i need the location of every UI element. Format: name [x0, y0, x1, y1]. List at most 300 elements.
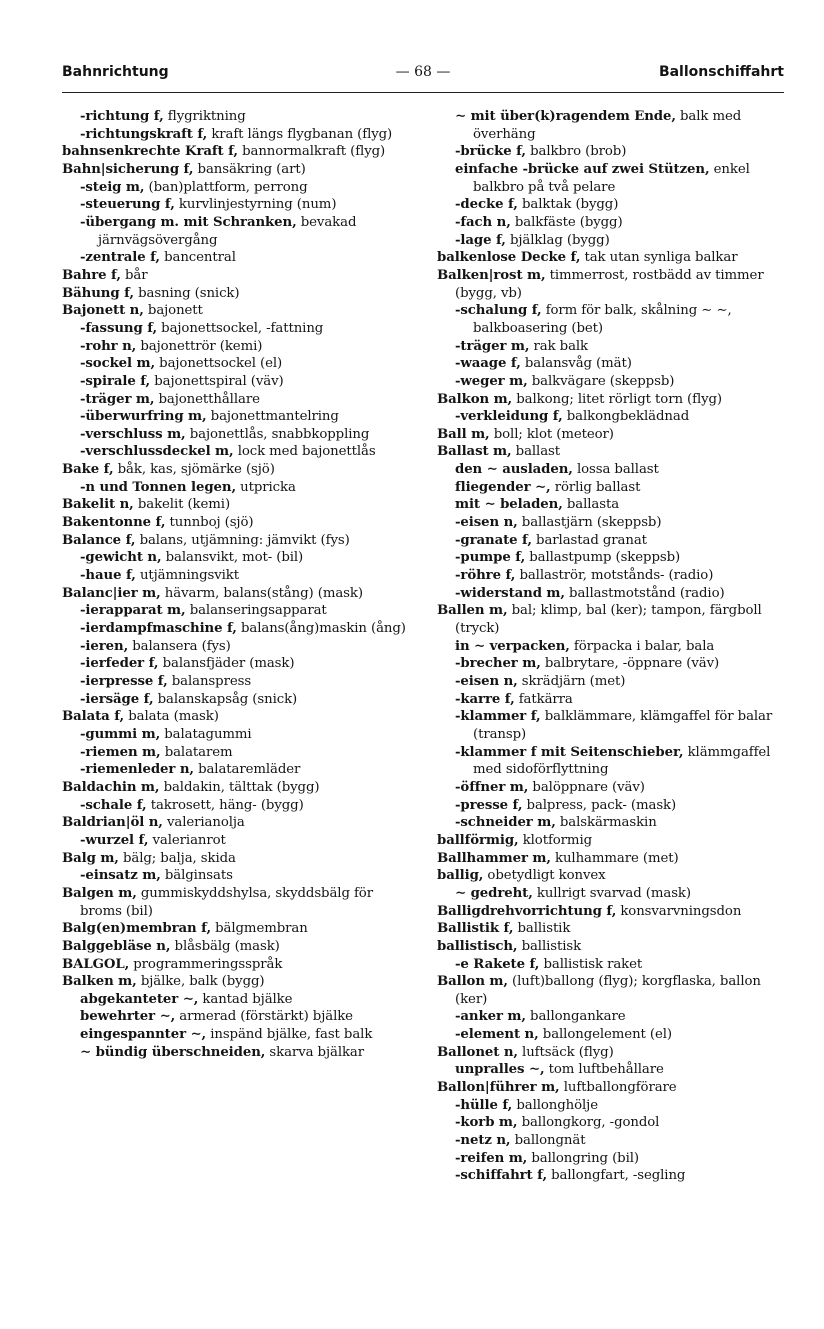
entry-headword: -verschluss m, — [80, 426, 186, 442]
entry-definition: bajonett — [143, 303, 203, 319]
dictionary-entry — [437, 903, 785, 921]
dictionary-entry — [437, 1150, 785, 1168]
dictionary-entry — [62, 108, 410, 126]
entry-definition: ballastpump (skeppsb) — [525, 550, 681, 566]
dictionary-entry — [437, 514, 785, 532]
entry-headword: bahnsenkrechte Kraft f, — [62, 144, 238, 160]
entry-headword: ∼ gedreht, — [455, 885, 533, 901]
entry-definition: (ban)plattform, perrong — [144, 179, 308, 195]
dictionary-entry — [62, 443, 410, 461]
entry-definition: balkvägare (skeppsb) — [527, 373, 675, 389]
dictionary-entry — [437, 161, 785, 196]
dictionary-entry — [437, 602, 785, 637]
entry-headword: -rohr n, — [80, 338, 137, 354]
entry-definition: balskärmaskin — [555, 815, 657, 831]
entry-definition: balatagummi — [160, 726, 252, 742]
entry-headword: -pumpe f, — [455, 550, 526, 566]
entry-definition: basning (snick) — [133, 285, 240, 301]
entry-headword: -brecher m, — [455, 656, 541, 672]
entry-headword: -zentrale f, — [80, 250, 160, 266]
entry-definition: balata (mask) — [124, 709, 219, 725]
dictionary-entry — [437, 461, 785, 479]
entry-definition: enkel balkbro på två pelare — [473, 161, 750, 195]
entry-definition: tak utan synliga balkar — [580, 250, 738, 266]
entry-definition: kantad bjälke — [198, 991, 293, 1007]
entry-definition: bajonettmantelring — [206, 409, 339, 425]
dictionary-entry — [437, 108, 785, 143]
entry-definition: programmeringsspråk — [129, 956, 283, 972]
dictionary-entry — [62, 585, 410, 603]
entry-headword: -karre f, — [455, 691, 515, 707]
entry-definition: luftballongförare — [559, 1080, 677, 1096]
entry-definition: ballast — [511, 444, 560, 460]
dictionary-entry — [62, 514, 410, 532]
dictionary-entry — [62, 761, 410, 779]
dictionary-entry — [437, 867, 785, 885]
entry-definition: bal; klimp, bal (ker); tampon, färgboll (tryck) — [455, 603, 762, 637]
entry-headword: -schiffahrt f, — [455, 1168, 547, 1184]
dictionary-entry — [62, 143, 410, 161]
entry-definition: balataremläder — [193, 762, 301, 778]
dictionary-entry — [62, 1008, 410, 1026]
entry-definition: baldakin, tälttak (bygg) — [159, 779, 320, 795]
dictionary-entry — [62, 726, 410, 744]
entry-definition: balkong; litet rörligt torn (flyg) — [512, 391, 723, 407]
dictionary-entry — [62, 496, 410, 514]
entry-definition: klämmgaffel med sidoförflyttning — [473, 744, 771, 778]
entry-definition: flygriktning — [163, 109, 246, 124]
entry-definition: bjälklag (bygg) — [505, 232, 610, 248]
entry-definition: lossa ballast — [572, 462, 659, 478]
entry-headword: -schneider m, — [455, 815, 556, 831]
dictionary-entry — [437, 1061, 785, 1079]
entry-headword: Ball m, — [437, 426, 490, 442]
dictionary-entry — [62, 1026, 410, 1044]
entry-definition: takrosett, häng- (bygg) — [146, 797, 304, 813]
dictionary-entry — [437, 814, 785, 832]
entry-definition: bajonettrör (kemi) — [136, 338, 263, 354]
entry-definition: balansfjäder (mask) — [158, 656, 295, 672]
entry-definition: kraft längs flygbanan (flyg) — [207, 126, 393, 142]
entry-headword: mit ∼ beladen, — [455, 497, 563, 513]
entry-headword: -element n, — [455, 1027, 539, 1043]
dictionary-entry — [62, 1044, 410, 1062]
dictionary-entry — [62, 126, 410, 144]
entry-headword: Bakelit n, — [62, 497, 134, 513]
dictionary-entry — [62, 479, 410, 497]
dictionary-entry — [62, 249, 410, 267]
entry-headword: -röhre f, — [455, 568, 516, 584]
entry-definition: fatkärra — [514, 691, 573, 707]
entry-headword: Balg(en)membran f, — [62, 921, 211, 937]
entry-headword: Balg m, — [62, 850, 119, 866]
entry-headword: Balken m, — [62, 974, 137, 990]
entry-headword: Bajonett n, — [62, 303, 144, 319]
dictionary-entry — [62, 991, 410, 1009]
entry-headword: Bahn|sicherung f, — [62, 161, 194, 177]
entry-definition: valerianolja — [162, 815, 245, 831]
dictionary-entry — [437, 708, 785, 743]
dictionary-entry — [437, 1008, 785, 1026]
entry-headword: -ieren, — [80, 638, 129, 654]
entry-definition: tunnboj (sjö) — [165, 515, 254, 531]
entry-headword: Ballast m, — [437, 444, 512, 460]
dictionary-entry — [437, 691, 785, 709]
dictionary-entry — [62, 320, 410, 338]
entry-definition: rak balk — [529, 338, 589, 354]
dictionary-entry — [62, 867, 410, 885]
entry-definition: ballistisk raket — [539, 956, 643, 972]
dictionary-entry — [437, 549, 785, 567]
entry-headword: -granate f, — [455, 532, 532, 548]
page-header — [62, 64, 784, 90]
entry-headword: -korb m, — [455, 1115, 518, 1131]
entry-headword: -sockel m, — [80, 356, 156, 372]
entry-headword: -haue f, — [80, 568, 136, 584]
dictionary-entry — [62, 391, 410, 409]
dictionary-entry — [62, 885, 410, 920]
entry-headword: -gummi m, — [80, 726, 161, 742]
entry-definition: obetydligt konvex — [483, 868, 606, 884]
entry-headword: -ierapparat m, — [80, 603, 186, 619]
entry-headword: -decke f, — [455, 197, 518, 213]
entry-headword: -richtung f, — [80, 109, 164, 124]
entry-headword: BALGOL, — [62, 956, 130, 972]
entry-headword: -anker m, — [455, 1009, 526, 1025]
entry-definition: inspänd bjälke, fast balk — [206, 1027, 373, 1043]
dictionary-entry — [62, 638, 410, 656]
dictionary-entry — [62, 196, 410, 214]
dictionary-entry — [437, 267, 785, 302]
dictionary-entry — [437, 744, 785, 779]
dictionary-entry — [62, 214, 410, 249]
dictionary-entry — [62, 814, 410, 832]
entry-definition: skarva bjälkar — [265, 1044, 365, 1060]
entry-definition: bälginsats — [160, 868, 233, 884]
entry-headword: -hülle f, — [455, 1097, 513, 1113]
dictionary-entry — [437, 655, 785, 673]
entry-definition: konsvarvningsdon — [616, 903, 742, 919]
dictionary-entry — [437, 797, 785, 815]
entry-headword: Ballhammer m, — [437, 850, 551, 866]
header-rule — [62, 92, 784, 93]
dictionary-entry — [62, 426, 410, 444]
dictionary-entry — [62, 373, 410, 391]
entry-definition: balbrytare, -öppnare (väv) — [540, 656, 720, 672]
entry-definition: kurvlinjestyrning (num) — [174, 197, 337, 213]
dictionary-entry — [62, 338, 410, 356]
entry-headword: fliegender ∼, — [455, 479, 551, 495]
entry-headword: -ierfeder f, — [80, 656, 159, 672]
entry-definition: luftsäck (flyg) — [517, 1044, 614, 1060]
entry-headword: eingespannter ∼, — [80, 1027, 207, 1043]
dictionary-entry — [437, 920, 785, 938]
entry-headword: -öffner m, — [455, 779, 529, 795]
entry-definition: boll; klot (meteor) — [489, 426, 614, 442]
entry-headword: Baldachin m, — [62, 779, 160, 795]
entry-definition: balanseringsapparat — [185, 603, 327, 619]
entry-headword: Ballon m, — [437, 974, 508, 990]
entry-definition: balkfäste (bygg) — [510, 214, 623, 230]
entry-definition: balkongbeklädnad — [562, 409, 690, 425]
entry-definition: ballaströr, motstånds- (radio) — [515, 568, 714, 584]
entry-definition: förpacka i balar, bala — [569, 638, 715, 654]
entry-definition: bannormalkraft (flyg) — [237, 144, 386, 160]
entry-definition: barlastad granat — [531, 532, 647, 548]
dictionary-entry — [437, 479, 785, 497]
entry-definition: utpricka — [235, 479, 296, 495]
entry-definition: ballongring (bil) — [527, 1150, 639, 1166]
dictionary-entry — [437, 1079, 785, 1097]
dictionary-entry — [437, 373, 785, 391]
entry-headword: Balance f, — [62, 532, 136, 548]
entry-headword: -klammer f, — [455, 709, 541, 725]
dictionary-entry — [62, 973, 410, 991]
entry-definition: bajonettsockel (el) — [155, 356, 283, 372]
dictionary-entry — [62, 532, 410, 550]
dictionary-entry — [437, 1167, 785, 1185]
page-number: — 68 — — [395, 64, 451, 80]
dictionary-entry — [437, 567, 785, 585]
dictionary-entry — [62, 302, 410, 320]
dictionary-entry — [62, 832, 410, 850]
dictionary-entry — [437, 938, 785, 956]
entry-headword: -presse f, — [455, 797, 523, 813]
entry-headword: -waage f, — [455, 356, 521, 372]
dictionary-entry — [437, 408, 785, 426]
entry-definition: balansera (fys) — [128, 638, 231, 654]
entry-definition: bevakad järnvägsövergång — [98, 214, 357, 248]
dictionary-entry — [437, 638, 785, 656]
dictionary-entry — [62, 956, 410, 974]
entry-definition: armerad (förstärkt) bjälke — [175, 1009, 353, 1025]
dictionary-entry — [437, 585, 785, 603]
entry-definition: balanskapsåg (snick) — [153, 691, 298, 707]
entry-headword: -wurzel f, — [80, 832, 149, 848]
dictionary-entry — [437, 391, 785, 409]
entry-definition: gummiskyddshylsa, skyddsbälg för broms (bil) — [80, 885, 373, 919]
entry-headword: -gewicht n, — [80, 550, 162, 566]
dictionary-entry — [437, 496, 785, 514]
dictionary-entry — [62, 673, 410, 691]
entry-definition: balansvikt, mot- (bil) — [161, 550, 304, 566]
entry-headword: -verkleidung f, — [455, 409, 563, 425]
dictionary-entry — [62, 620, 410, 638]
entry-definition: hävarm, balans(stång) (mask) — [160, 585, 363, 601]
entry-headword: Balken|rost m, — [437, 267, 546, 283]
entry-headword: abgekanteter ∼, — [80, 991, 199, 1007]
entry-definition: balk med överhäng — [473, 109, 742, 142]
entry-headword: Bake f, — [62, 462, 114, 478]
entry-definition: bajonetthållare — [154, 391, 260, 407]
entry-headword: Ballistik f, — [437, 921, 514, 937]
entry-headword: -reifen m, — [455, 1150, 528, 1166]
entry-definition: (luft)ballong (flyg); korgflaska, ballon (ker) — [455, 974, 761, 1007]
entry-definition: bälgmembran — [211, 921, 308, 937]
entry-definition: kullrigt svarvad (mask) — [532, 885, 691, 901]
entry-headword: -e Rakete f, — [455, 956, 540, 972]
entry-definition: blåsbälg (mask) — [170, 938, 280, 954]
dictionary-entry — [62, 355, 410, 373]
entry-headword: Baldrian|öl n, — [62, 815, 163, 831]
entry-headword: -spirale f, — [80, 373, 151, 389]
dictionary-entry — [62, 708, 410, 726]
dictionary-entry — [437, 1026, 785, 1044]
dictionary-entry — [437, 338, 785, 356]
entry-headword: ballig, — [437, 868, 484, 884]
entry-definition: balansvåg (mät) — [520, 356, 632, 372]
entry-headword: balkenlose Decke f, — [437, 250, 581, 266]
entry-headword: -klammer f mit Seitenschieber, — [455, 744, 684, 760]
entry-headword: Bakentonne f, — [62, 515, 166, 531]
entry-definition: bjälke, balk (bygg) — [136, 974, 265, 990]
entry-definition: skrädjärn (met) — [517, 674, 626, 689]
entry-definition: form för balk, skålning ∼ ∼, balkboasering (bet) — [473, 303, 732, 336]
entry-headword: Balanc|ier m, — [62, 585, 161, 601]
entry-headword: -riemenleder n, — [80, 762, 194, 778]
entry-headword: Balkon m, — [437, 391, 513, 407]
entry-headword: ∼ bündig überschneiden, — [80, 1044, 266, 1060]
dictionary-entry — [62, 161, 410, 179]
entry-headword: -übergang m. mit Schranken, — [80, 214, 297, 230]
entry-definition: ballongankare — [525, 1009, 626, 1025]
entry-definition: båk, kas, sjömärke (sjö) — [113, 462, 275, 478]
dictionary-entry — [437, 249, 785, 267]
dictionary-entry — [437, 532, 785, 550]
dictionary-entry — [437, 232, 785, 250]
entry-definition: utjämningsvikt — [135, 568, 240, 584]
entry-headword: Bahre f, — [62, 267, 121, 283]
entry-headword: -steig m, — [80, 179, 145, 195]
entry-headword: den ∼ ausladen, — [455, 462, 573, 478]
header-left-guideword: Bahnrichtung — [62, 64, 169, 80]
dictionary-entry — [62, 179, 410, 197]
dictionary-entry — [62, 850, 410, 868]
entry-headword: -n und Tonnen legen, — [80, 479, 236, 495]
dictionary-entry — [62, 549, 410, 567]
entry-headword: -fassung f, — [80, 320, 158, 336]
dictionary-entry — [437, 956, 785, 974]
entry-headword: Bähung f, — [62, 285, 134, 301]
entry-definition: balöppnare (väv) — [528, 779, 645, 795]
entry-headword: -ierpresse f, — [80, 674, 168, 689]
dictionary-entry — [437, 850, 785, 868]
entry-definition: bälg; balja, skida — [118, 850, 236, 866]
dictionary-entry — [62, 744, 410, 762]
dictionary-entry — [62, 691, 410, 709]
dictionary-entry — [62, 938, 410, 956]
dictionary-entry — [62, 920, 410, 938]
entry-definition: balkbro (brob) — [525, 144, 627, 160]
entry-headword: -überwurfring m, — [80, 409, 207, 425]
dictionary-entry — [62, 602, 410, 620]
entry-definition: balklämmare, klämgaffel för balar (transp) — [473, 709, 773, 742]
entry-headword: -schale f, — [80, 797, 147, 813]
dictionary-entry — [62, 461, 410, 479]
entry-headword: -eisen n, — [455, 515, 518, 531]
header-right-guideword: Ballonschiffahrt — [658, 64, 784, 80]
entry-definition: ballastjärn (skeppsb) — [517, 515, 662, 531]
entry-headword: -richtungskraft f, — [80, 126, 208, 142]
dictionary-entry — [62, 285, 410, 303]
entry-definition: valerianrot — [148, 832, 226, 848]
dictionary-entry — [62, 779, 410, 797]
entry-definition: bajonettspiral (väv) — [150, 373, 284, 389]
entry-headword: -steuerung f, — [80, 197, 175, 213]
entry-headword: Ballonet n, — [437, 1044, 518, 1060]
dictionary-entry — [437, 426, 785, 444]
dictionary-entry — [437, 196, 785, 214]
entry-definition: balans(ång)maskin (ång) — [236, 621, 406, 637]
entry-headword: -ierdampfmaschine f, — [80, 621, 237, 637]
entry-definition: ballongkorg, -gondol — [517, 1115, 660, 1131]
entry-definition: ballistisk — [517, 938, 582, 954]
entry-headword: -iersäge f, — [80, 691, 154, 707]
dictionary-entry — [437, 443, 785, 461]
entry-definition: lock med bajonettlås — [233, 444, 376, 460]
entry-headword: einfache -brücke auf zwei Stützen, — [455, 161, 710, 177]
entry-definition: ballasta — [562, 497, 620, 513]
entry-definition: timmerrost, rostbädd av timmer (bygg, vb) — [455, 267, 764, 301]
entry-definition: ballongnät — [510, 1133, 586, 1149]
entry-definition: ballonghölje — [512, 1097, 598, 1113]
entry-headword: -widerstand m, — [455, 585, 565, 601]
entry-headword: Ballen m, — [437, 603, 508, 619]
entry-definition: balanspress — [167, 674, 252, 689]
entry-headword: Balata f, — [62, 709, 125, 725]
entry-definition: bår — [120, 267, 148, 283]
entry-definition: ballistik — [513, 921, 571, 937]
entry-headword: in ∼ verpacken, — [455, 638, 570, 654]
dictionary-entry — [437, 832, 785, 850]
dictionary-entry — [437, 1044, 785, 1062]
right-column — [437, 108, 785, 1185]
entry-headword: -netz n, — [455, 1133, 511, 1149]
entry-headword: -brücke f, — [455, 144, 526, 160]
dictionary-entry — [62, 267, 410, 285]
entry-definition: bancentral — [159, 250, 236, 266]
entry-headword: bewehrter ∼, — [80, 1009, 176, 1025]
dictionary-entry — [437, 214, 785, 232]
entry-definition: klotformig — [518, 832, 593, 848]
entry-definition: balatarem — [160, 744, 233, 760]
dictionary-entry — [437, 143, 785, 161]
dictionary-entry — [62, 408, 410, 426]
dictionary-entry — [62, 567, 410, 585]
entry-headword: -einsatz m, — [80, 868, 161, 884]
dictionary-entry — [62, 655, 410, 673]
dictionary-entry — [437, 973, 785, 1008]
entry-headword: -träger m, — [455, 338, 530, 354]
entry-definition: balpress, pack- (mask) — [522, 797, 677, 813]
entry-definition: ballongelement (el) — [538, 1027, 673, 1043]
entry-headword: -verschlussdeckel m, — [80, 444, 234, 460]
entry-headword: ballförmig, — [437, 832, 519, 848]
entry-headword: Balligdrehvorrichtung f, — [437, 903, 617, 919]
entry-headword: Ballon|führer m, — [437, 1080, 560, 1096]
dictionary-entry — [437, 1114, 785, 1132]
entry-headword: -riemen m, — [80, 744, 161, 760]
dictionary-entry — [437, 885, 785, 903]
entry-headword: Balgen m, — [62, 885, 137, 901]
entry-definition: bansäkring (art) — [193, 161, 306, 177]
dictionary-entry — [437, 302, 785, 337]
dictionary-entry — [62, 797, 410, 815]
entry-headword: -träger m, — [80, 391, 155, 407]
dictionary-entry — [437, 779, 785, 797]
entry-definition: bajonettsockel, -fattning — [157, 320, 324, 336]
entry-headword: Balggebläse n, — [62, 938, 171, 954]
